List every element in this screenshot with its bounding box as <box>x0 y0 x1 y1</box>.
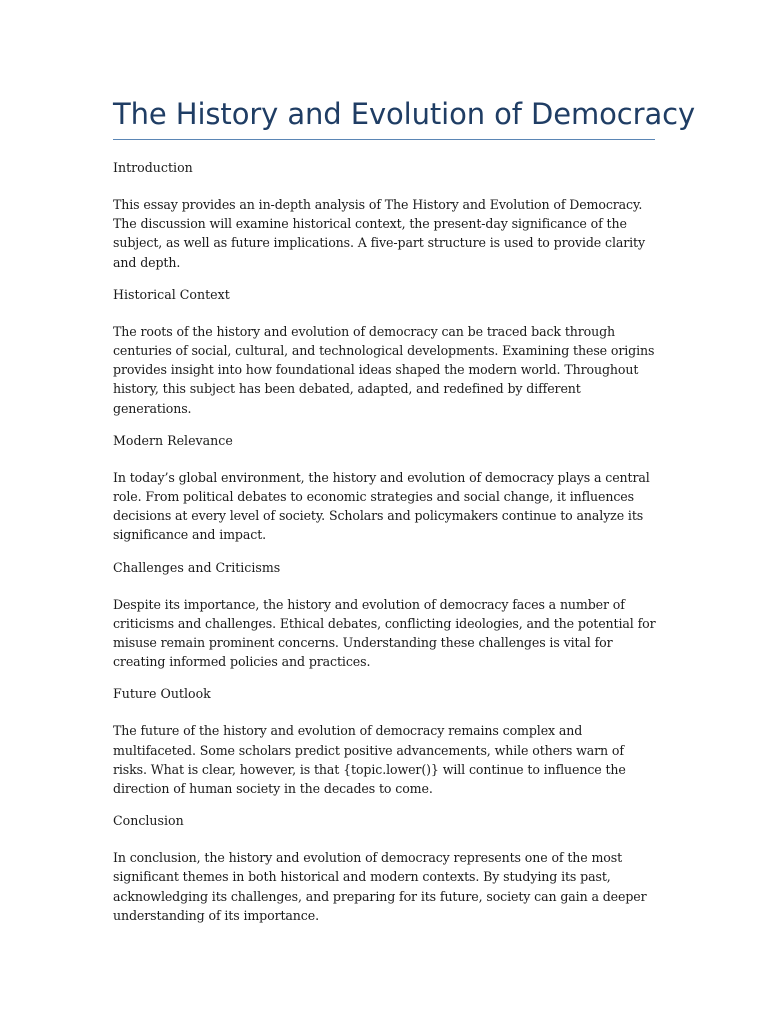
section-heading-modern-relevance: Modern Relevance <box>113 432 233 448</box>
title-divider <box>113 139 655 140</box>
section-heading-future-outlook: Future Outlook <box>113 686 211 702</box>
section-body-challenges: Despite its importance, the history and evolution of democracy faces a number of criticisms and challenges. Ethical debates, conflicting ideologies, and the potential for misuse remain prominent concerns. Understanding these challenges is vital for creating informed policies and practices. <box>113 596 656 670</box>
section-heading-challenges: Challenges and Criticisms <box>113 559 281 575</box>
section-body-historical-context: The roots of the history and evolution of democracy can be traced back through centuries of social, cultural, and technological developments. Examining these origins provides insight into how foundational ideas shaped the modern world. Throughout history, this subject has been debated, adapted, and redefined by different generations. <box>113 323 655 416</box>
document-title: The History and Evolution of Democracy <box>113 97 696 131</box>
section-heading-introduction: Introduction <box>113 160 193 175</box>
section-body-future-outlook: The future of the history and evolution of democracy remains complex and multifaceted. Some scholars predict positive advancements, while others warn of risks. What is clear, however, is that {topic.lower()} will continue to influence the direction of human society in the decades to come. <box>113 723 626 797</box>
document-page <box>113 92 696 925</box>
section-body-modern-relevance: In today’s global environment, the history and evolution of democracy plays a central role. From political debates to economic strategies and social change, it influences decisions at every level of society. Scholars and policymakers continue to analyze its significance and impact. <box>113 469 650 543</box>
section-heading-historical-context: Historical Context <box>113 286 230 302</box>
section-body-introduction: This essay provides an in-depth analysis of The History and Evolution of Democracy. The discussion will examine historical context, the present-day significance of the subject, as well as future implications. A five-part structure is used to provide clarity and depth. <box>113 197 645 270</box>
section-body-conclusion: In conclusion, the history and evolution of democracy represents one of the most significant themes in both historical and modern contexts. By studying its past, acknowledging its challenges, and preparing for its future, society can gain a deeper understanding of its importance. <box>113 850 647 923</box>
section-heading-conclusion: Conclusion <box>113 813 184 829</box>
